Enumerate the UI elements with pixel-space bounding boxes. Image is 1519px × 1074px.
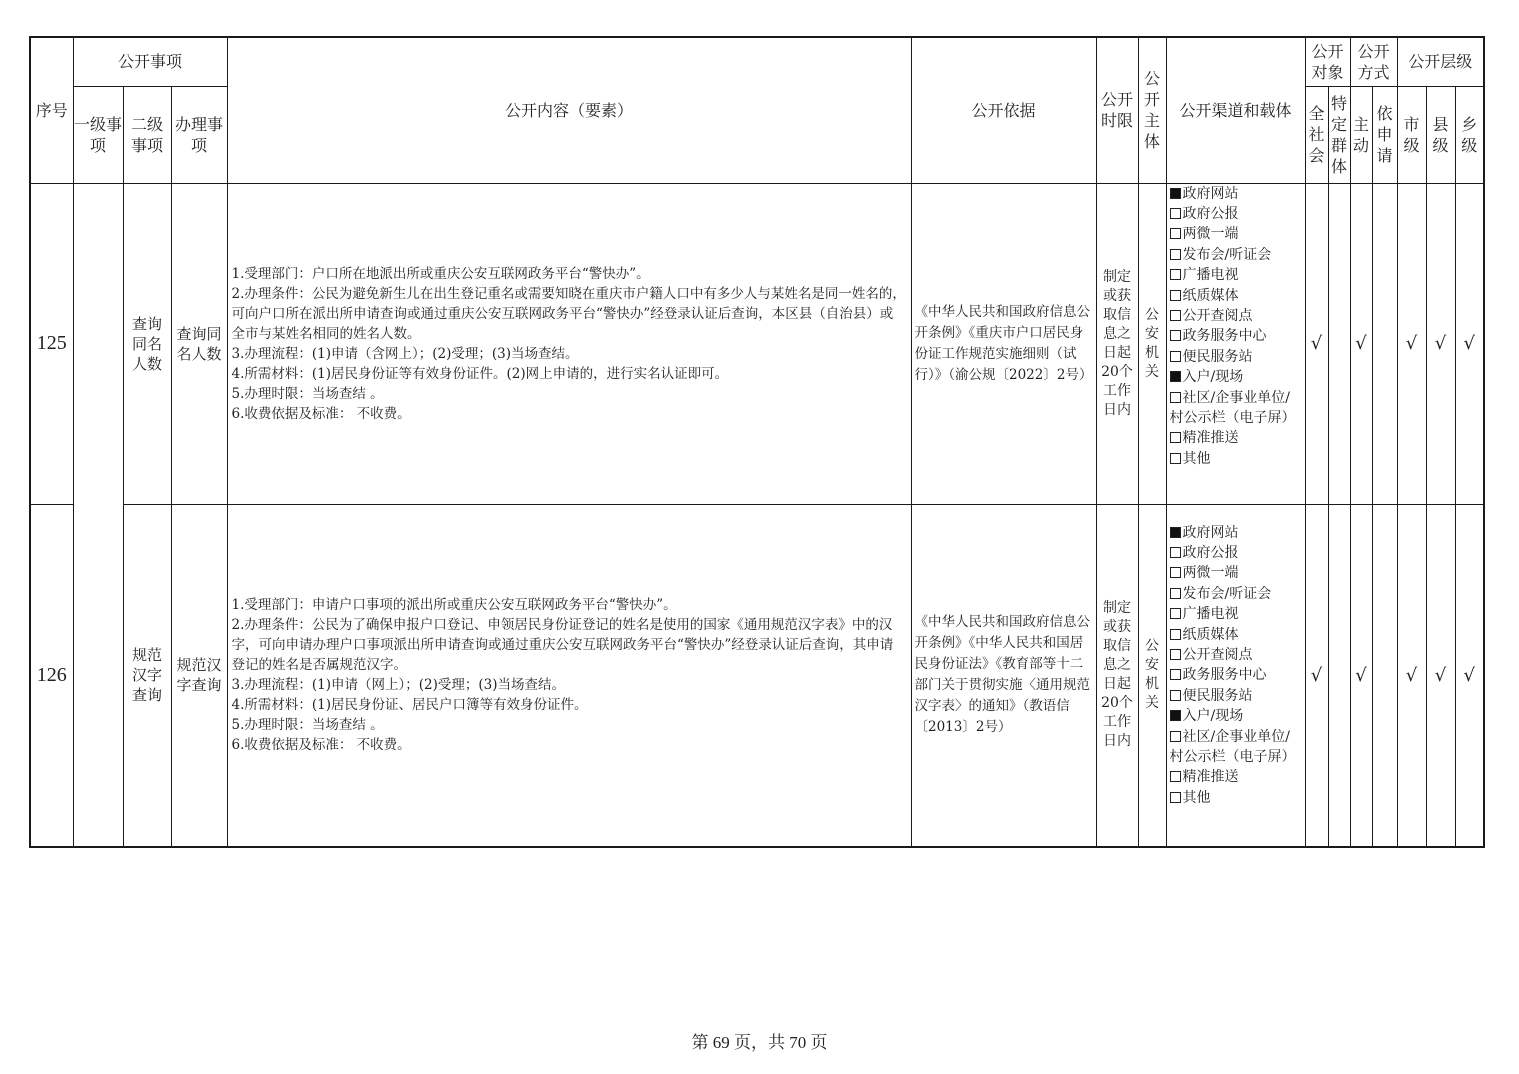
content-line: 6.收费依据及标准： 不收费。 — [231, 737, 411, 754]
header-mode-active: 主动 — [1350, 86, 1372, 183]
channel-item — [1170, 224, 1302, 244]
content-line: 2.办理条件：公民为了确保申报户口登记、申领居民身份证登记的姓名是使用的国家《通用规范汉字表》中的汉字，可向申请办理户口事项派出所申请查询或通过重庆公安互联网政务平台“警快办”经登录认证后查询，其申请登记的姓名是否属规范汉字。 — [231, 617, 894, 674]
checkbox-icon — [1170, 629, 1181, 640]
disclosure-table — [29, 36, 1485, 848]
row-channels — [1166, 504, 1305, 847]
channel-item — [1170, 584, 1302, 604]
check-level-city: √ — [1397, 504, 1426, 847]
row-level2: 查询同名人数 — [123, 183, 171, 504]
check-level-town: √ — [1455, 183, 1484, 504]
content-line: 2.办理条件：公民为避免新生儿在出生登记重名或需要知晓在重庆市户籍人口中有多少人与某姓名是同一姓名的，可向户口所在派出所申请查询或通过重庆公安互联网政务平台“警快办”经登录认证后查询，本区县（自治县）或全市与某姓名相同的姓名人数。 — [231, 285, 906, 342]
channel-item — [1170, 727, 1302, 768]
checkbox-icon — [1170, 567, 1181, 578]
content-line: 1.受理部门：户口所在地派出所或重庆公安互联网政务平台“警快办”。 — [231, 265, 650, 282]
header-content: 公开内容（要素） — [227, 37, 911, 183]
channel-item — [1170, 645, 1302, 665]
channel-label: 纸质媒体 — [1182, 626, 1239, 643]
content-line: 5.办理时限：当场查结 。 — [231, 385, 384, 402]
channel-item — [1170, 428, 1302, 448]
header-level2: 二级事项 — [123, 86, 171, 183]
content-line: 3.办理流程：(1)申请（网上）；(2)受理；(3)当场查结。 — [231, 677, 565, 694]
channel-label: 发布会/听证会 — [1182, 585, 1272, 602]
checkbox-icon — [1170, 228, 1181, 239]
content-line: 6.收费依据及标准： 不收费。 — [231, 405, 411, 422]
row-subject: 公安机关 — [1138, 183, 1166, 504]
channel-item — [1170, 347, 1302, 367]
header-handle-item: 办理事项 — [171, 86, 227, 183]
header-target-specific: 特定群体 — [1328, 86, 1350, 183]
check-target-all: √ — [1305, 504, 1328, 847]
channel-item — [1170, 563, 1302, 583]
row-content — [227, 504, 911, 847]
channel-label: 精准推送 — [1182, 430, 1239, 447]
check-level-city: √ — [1397, 183, 1426, 504]
header-level1: 一级事项 — [73, 86, 123, 183]
channel-label: 入户/现场 — [1182, 708, 1244, 725]
row-handle-item: 规范汉字查询 — [171, 504, 227, 847]
channel-label: 政府网站 — [1182, 524, 1239, 541]
row-basis: 《中华人民共和国政府信息公开条例》《重庆市户口居民身份证工作规范实施细则（试行）》（渝公规〔2022〕2号） — [911, 183, 1096, 504]
checkbox-icon — [1170, 669, 1181, 680]
checkbox-icon — [1170, 690, 1181, 701]
row-seq: 126 — [30, 504, 73, 847]
header-mode-request: 依申请 — [1372, 86, 1397, 183]
channel-item — [1170, 604, 1302, 624]
header-level: 公开层级 — [1397, 37, 1484, 86]
channel-label: 政府公报 — [1182, 205, 1239, 222]
checkbox-icon — [1170, 330, 1181, 341]
channel-label: 社区/企事业单位/村公示栏（电子屏） — [1169, 389, 1296, 426]
channel-item — [1170, 543, 1302, 563]
row-basis: 《中华人民共和国政府信息公开条例》《中华人民共和国居民身份证法》《教育部等十二部门关于贯彻实施〈通用规范汉字表〉的通知》（教语信〔2013〕2号） — [911, 504, 1096, 847]
checkbox-icon — [1170, 310, 1181, 321]
channel-item — [1170, 686, 1302, 706]
checkbox-icon — [1170, 371, 1181, 382]
channel-item — [1170, 388, 1302, 429]
header-level-county: 县级 — [1426, 86, 1455, 183]
header-basis: 公开依据 — [911, 37, 1096, 183]
checkbox-icon — [1170, 249, 1181, 260]
channel-item — [1170, 265, 1302, 285]
channel-item — [1170, 367, 1302, 387]
channel-item — [1170, 306, 1302, 326]
channel-label: 发布会/听证会 — [1182, 246, 1272, 263]
checkbox-icon — [1170, 188, 1181, 199]
channel-label: 精准推送 — [1182, 769, 1239, 786]
channel-item — [1170, 286, 1302, 306]
check-mode-request — [1372, 183, 1397, 504]
channel-item — [1170, 184, 1302, 204]
row-time-limit: 制定或获取信息之日起20个工作日内 — [1096, 504, 1138, 847]
channel-item — [1170, 706, 1302, 726]
header-target: 公开对象 — [1305, 37, 1350, 86]
row-seq: 125 — [30, 183, 73, 504]
header-level-town: 乡级 — [1455, 86, 1484, 183]
checkbox-icon — [1170, 771, 1181, 782]
checkbox-icon — [1170, 527, 1181, 538]
row-content — [227, 183, 911, 504]
check-level-town: √ — [1455, 504, 1484, 847]
check-level-county: √ — [1426, 504, 1455, 847]
table-row — [30, 504, 1484, 847]
table-row — [30, 183, 1484, 504]
channel-item — [1170, 625, 1302, 645]
row-handle-item: 查询同名人数 — [171, 183, 227, 504]
channel-label: 纸质媒体 — [1182, 287, 1239, 304]
channel-item — [1170, 449, 1302, 469]
channel-label: 便民服务站 — [1182, 348, 1253, 365]
header-public-items: 公开事项 — [73, 37, 227, 86]
content-line: 5.办理时限：当场查结 。 — [231, 717, 384, 734]
channel-item — [1170, 326, 1302, 346]
channel-label: 政务服务中心 — [1182, 328, 1267, 345]
channel-label: 公开查阅点 — [1182, 646, 1253, 663]
checkbox-icon — [1170, 649, 1181, 660]
channel-label: 政府网站 — [1182, 185, 1239, 202]
header-channels: 公开渠道和载体 — [1166, 37, 1305, 183]
checkbox-icon — [1170, 731, 1181, 742]
channel-item — [1170, 204, 1302, 224]
channel-label: 公开查阅点 — [1182, 307, 1253, 324]
checkbox-icon — [1170, 792, 1181, 803]
checkbox-icon — [1170, 608, 1181, 619]
row-level1 — [73, 183, 123, 847]
header-mode: 公开方式 — [1350, 37, 1397, 86]
channel-item — [1170, 788, 1302, 808]
check-mode-active: √ — [1350, 504, 1372, 847]
channel-label: 便民服务站 — [1182, 687, 1253, 704]
check-mode-active: √ — [1350, 183, 1372, 504]
channel-label: 其他 — [1182, 450, 1211, 467]
channel-label: 广播电视 — [1182, 606, 1239, 623]
content-line: 4.所需材料：(1)居民身份证、居民户口簿等有效身份证件。 — [231, 697, 588, 714]
check-mode-request — [1372, 504, 1397, 847]
checkbox-icon — [1170, 290, 1181, 301]
checkbox-icon — [1170, 208, 1181, 219]
page-footer: 第 69 页，共 70 页 — [691, 1033, 828, 1052]
check-target-specific — [1328, 183, 1350, 504]
channel-item — [1170, 245, 1302, 265]
content-line: 3.办理流程：(1)申请（含网上）；(2)受理；(3)当场查结。 — [231, 345, 579, 362]
row-subject: 公安机关 — [1138, 504, 1166, 847]
channel-item — [1170, 523, 1302, 543]
channel-label: 政务服务中心 — [1182, 667, 1267, 684]
channel-label: 入户/现场 — [1182, 369, 1244, 386]
checkbox-icon — [1170, 453, 1181, 464]
row-channels — [1166, 183, 1305, 504]
header-time-limit: 公开时限 — [1096, 37, 1138, 183]
channel-label: 其他 — [1182, 789, 1211, 806]
channel-label: 社区/企事业单位/村公示栏（电子屏） — [1169, 728, 1296, 765]
channel-label: 两微一端 — [1182, 565, 1239, 582]
checkbox-icon — [1170, 351, 1181, 362]
channel-label: 政府公报 — [1182, 544, 1239, 561]
header-seq: 序号 — [30, 37, 73, 183]
checkbox-icon — [1170, 547, 1181, 558]
check-target-all: √ — [1305, 183, 1328, 504]
check-level-county: √ — [1426, 183, 1455, 504]
channel-item — [1170, 767, 1302, 787]
checkbox-icon — [1170, 588, 1181, 599]
header-level-city: 市级 — [1397, 86, 1426, 183]
check-target-specific — [1328, 504, 1350, 847]
row-level2: 规范汉字查询 — [123, 504, 171, 847]
header-target-all: 全社会 — [1305, 86, 1328, 183]
channel-label: 广播电视 — [1182, 267, 1239, 284]
row-time-limit: 制定或获取信息之日起20个工作日内 — [1096, 183, 1138, 504]
content-line: 4.所需材料：(1)居民身份证等有效身份证件。(2)网上申请的，进行实名认证即可。 — [231, 365, 729, 382]
checkbox-icon — [1170, 392, 1181, 403]
checkbox-icon — [1170, 269, 1181, 280]
header-subject: 公开主体 — [1138, 37, 1166, 183]
content-line: 1.受理部门：申请户口事项的派出所或重庆公安互联网政务平台“警快办”。 — [231, 597, 677, 614]
channel-item — [1170, 665, 1302, 685]
channel-label: 两微一端 — [1182, 226, 1239, 243]
checkbox-icon — [1170, 432, 1181, 443]
checkbox-icon — [1170, 710, 1181, 721]
